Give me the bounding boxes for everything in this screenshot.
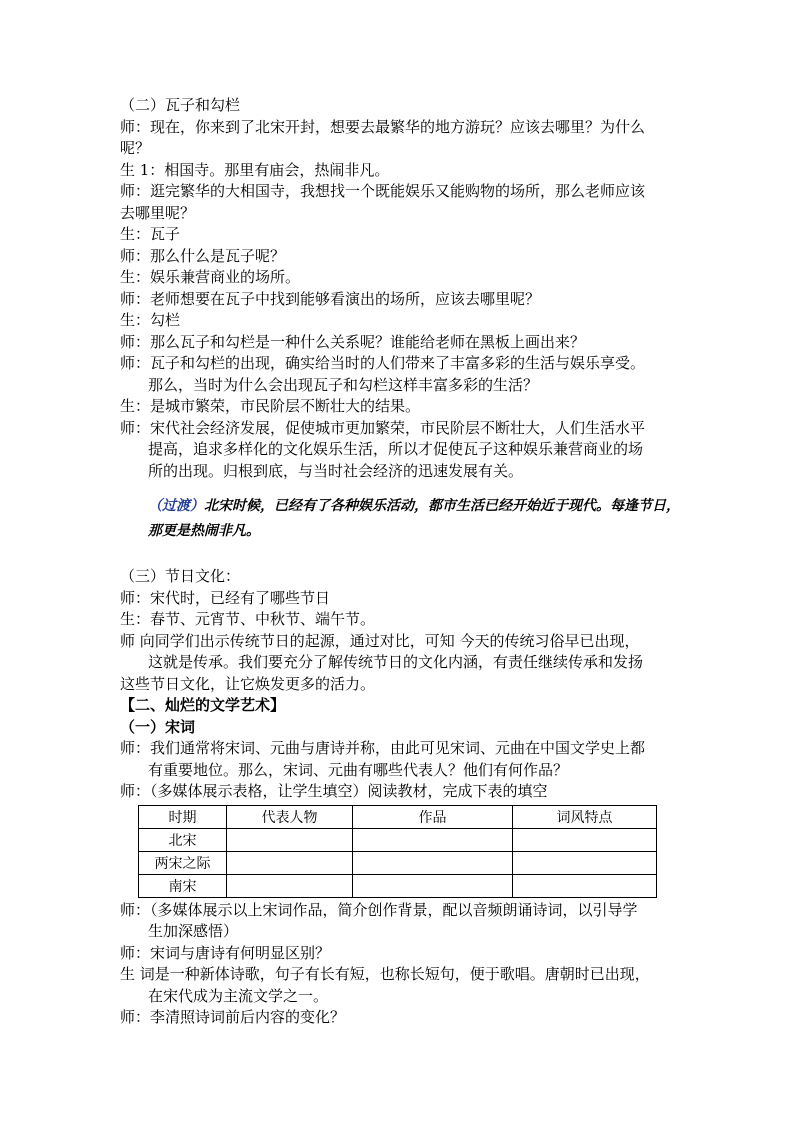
text-line: 生：娱乐兼营商业的场所。: [120, 268, 301, 286]
text-line: 师：李清照诗词前后内容的变化？: [120, 1008, 346, 1026]
table-row: [139, 851, 657, 874]
text-line: 去哪里呢？: [120, 203, 196, 222]
table-header-cell: 时期: [139, 805, 227, 828]
table-row: [139, 828, 657, 851]
table-header-cell: 作品: [353, 805, 513, 828]
table-cell-period: 两宋之际: [139, 851, 227, 874]
table-header-cell: 词风特点: [513, 805, 657, 828]
transition-tag: （过渡）: [148, 498, 204, 514]
song-ci-fill-table: [138, 805, 657, 898]
text-line: 这些节日文化，让它焕发更多的活力。: [120, 674, 376, 693]
table-cell-blank[interactable]: [227, 874, 353, 897]
text-line: 师：我们通常将宋词、元曲与唐诗并称，由此可见宋词、元曲在中国文学史上都: [120, 739, 646, 757]
table-row: [139, 874, 657, 897]
section-heading-festival-culture: （三）节日文化：: [120, 567, 241, 585]
text-line: 那么，当时为什么会出现瓦子和勾栏这样丰富多彩的生活？: [148, 375, 539, 394]
text-line: 生加深感悟）: [148, 922, 239, 940]
subheading-song-ci: （一）宋词: [120, 717, 196, 736]
text-line: 生：勾栏: [120, 311, 181, 329]
transition-paragraph: [120, 494, 680, 544]
text-line: 师：宋词与唐诗有何明显区别？: [120, 943, 331, 962]
text-line: 师：（多媒体展示以上宋词作品，简介创作背景，配以音频朗诵诗词，以引导学: [120, 900, 638, 919]
text-line: 这就是传承。我们要充分了解传统节日的文化内涵，有责任继续传承和发扬: [148, 653, 644, 671]
text-line: 所的出现。归根到底，与当时社会经济的迅速发展有关。: [148, 461, 524, 480]
text-line: 师：那么瓦子和勾栏是一种什么关系呢？谁能给老师在黑板上画出来？: [120, 332, 586, 351]
table-cell-blank[interactable]: [513, 874, 657, 897]
text-line: 师 向同学们出示传统节日的起源，通过对比，可知 今天的传统习俗早已出现，: [120, 631, 640, 650]
part-heading-literature-art: 【二、灿烂的文学艺术】: [120, 696, 286, 714]
text-line: 生：瓦子: [120, 225, 181, 243]
text-line: 师：现在，你来到了北宋开封，想要去最繁华的地方游玩？应该去哪里？为什么: [120, 117, 646, 136]
text-line: 师：瓦子和勾栏的出现，确实给当时的人们带来了丰富多彩的生活与娱乐享受。: [120, 354, 646, 372]
text-line: 有重要地位。那么，宋词、元曲有哪些代表人？他们有何作品？: [148, 760, 569, 779]
table-header-row: [139, 805, 657, 828]
table-cell-blank[interactable]: [227, 851, 353, 874]
table-cell-blank[interactable]: [513, 851, 657, 874]
text-line: 生 词是一种新体诗歌，句子有长有短，也称长短句，便于歌唱。唐朝时已出现，: [120, 965, 650, 983]
section-heading-wazi-goulan: （二）瓦子和勾栏: [120, 96, 241, 114]
table-cell-blank[interactable]: [513, 828, 657, 851]
text-line: 师：宋代时，已经有了哪些节日: [120, 588, 331, 607]
text-line: 师：宋代社会经济发展，促使城市更加繁荣，市民阶层不断壮大，人们生活水平: [120, 418, 646, 437]
text-line: 师：老师想要在瓦子中找到能够看演出的场所，应该去哪里呢？: [120, 289, 541, 308]
document-content: [120, 95, 680, 1029]
text-line: 生 1：相国寺。那里有庙会，热闹非凡。: [120, 160, 390, 179]
text-line: 生：是城市繁荣，市民阶层不断壮大的结果。: [120, 397, 421, 415]
table-cell-blank[interactable]: [353, 874, 513, 897]
text-line: 呢？: [120, 139, 151, 157]
text-line: 师：（多媒体展示表格，让学生填空）阅读教材，完成下表的填空: [120, 782, 548, 800]
table-cell-blank[interactable]: [353, 828, 513, 851]
text-line: 在宋代成为主流文学之一。: [148, 986, 329, 1005]
transition-text: 北宋时候，已经有了各种娱乐活动，都市生活已经开始近于现代。每逢节日，那更是热闹非凡。: [148, 498, 680, 539]
table-cell-blank[interactable]: [353, 851, 513, 874]
table-header-cell: 代表人物: [227, 805, 353, 828]
table-cell-period: 南宋: [139, 874, 227, 897]
text-line: 师：那么什么是瓦子呢？: [120, 246, 286, 265]
text-line: 生：春节、元宵节、中秋节、端午节。: [120, 610, 376, 628]
table-cell-period: 北宋: [139, 828, 227, 851]
text-line: 提高，追求多样化的文化娱乐生活，所以才促使瓦子这种娱乐兼营商业的场: [148, 440, 644, 458]
table-cell-blank[interactable]: [227, 828, 353, 851]
text-line: 师：逛完繁华的大相国寺，我想找一个既能娱乐又能购物的场所，那么老师应该: [120, 182, 646, 200]
